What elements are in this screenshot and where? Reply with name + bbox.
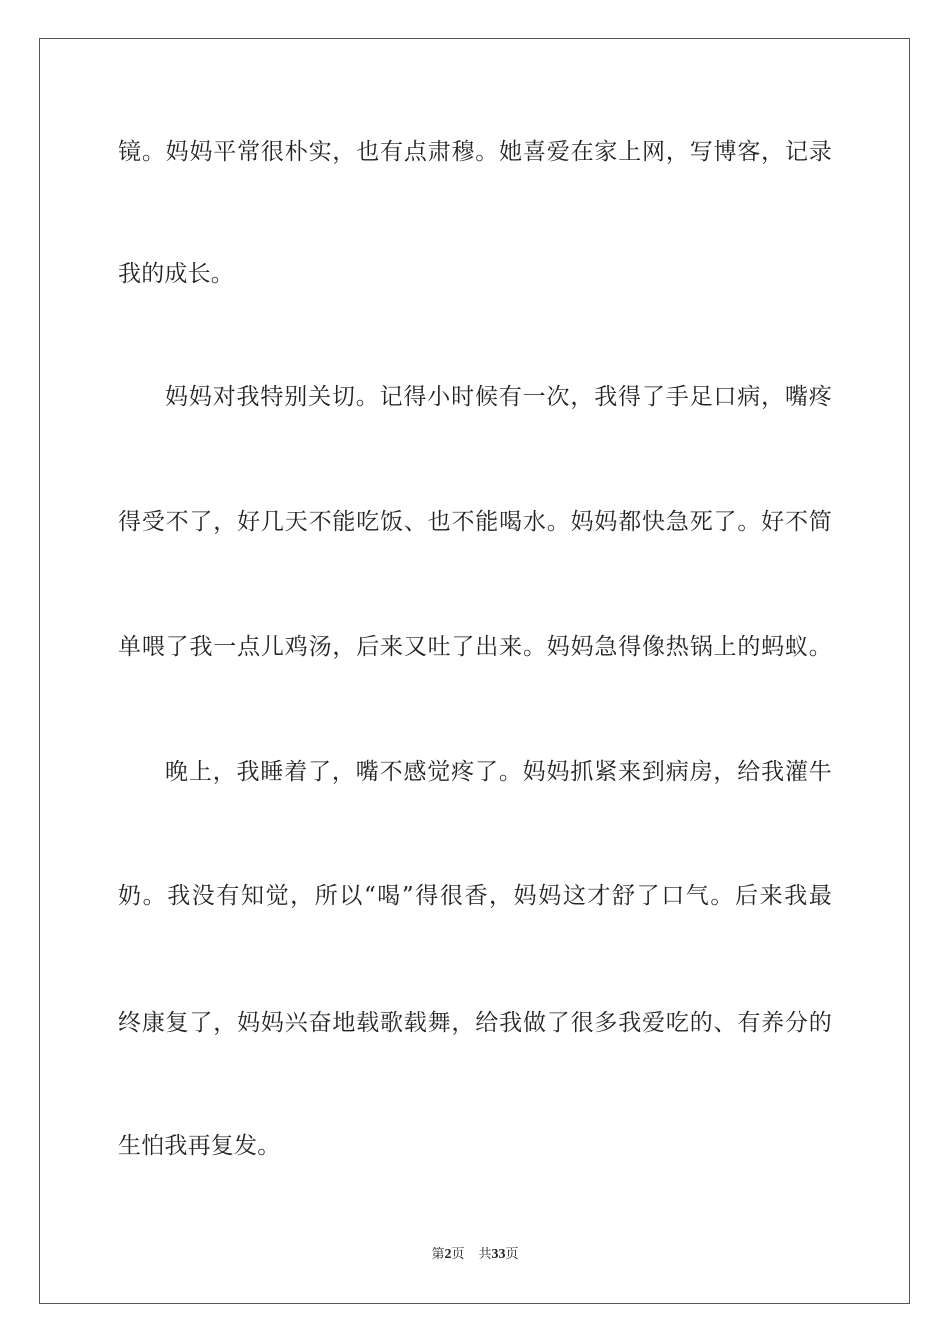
text-line: 镜。妈妈平常很朴实，也有点肃穆。她喜爱在家上网，写博客，记录 (118, 139, 832, 165)
page-suffix: 页 (451, 1247, 465, 1262)
page-footer (0, 1247, 950, 1263)
text-line: 妈妈对我特别关切。记得小时候有一次，我得了手足口病，嘴疼 (165, 384, 832, 410)
text-line: 得受不了，好几天不能吃饭、也不能喝水。妈妈都快急死了。好不简 (118, 509, 832, 535)
text-line: 晚上，我睡着了，嘴不感觉疼了。妈妈抓紧来到病房，给我灌牛 (165, 759, 832, 785)
total-prefix: 共 (478, 1247, 492, 1262)
total-suffix: 页 (505, 1247, 519, 1262)
text-line: 终康复了，妈妈兴奋地载歌载舞，给我做了很多我爱吃的、有养分的 (118, 1010, 832, 1036)
page-prefix: 第 (431, 1247, 445, 1262)
text-line: 生怕我再复发。 (118, 1133, 281, 1159)
page-border (39, 38, 910, 1304)
text-line: 我的成长。 (118, 261, 234, 287)
total-pages: 33 (491, 1247, 506, 1262)
text-line: 单喂了我一点儿鸡汤，后来又吐了出来。妈妈急得像热锅上的蚂蚁。 (118, 634, 832, 660)
text-line: 奶。我没有知觉，所以“喝”得很香，妈妈这才舒了口气。后来我最 (118, 883, 832, 909)
page-number: 2 (444, 1247, 452, 1262)
